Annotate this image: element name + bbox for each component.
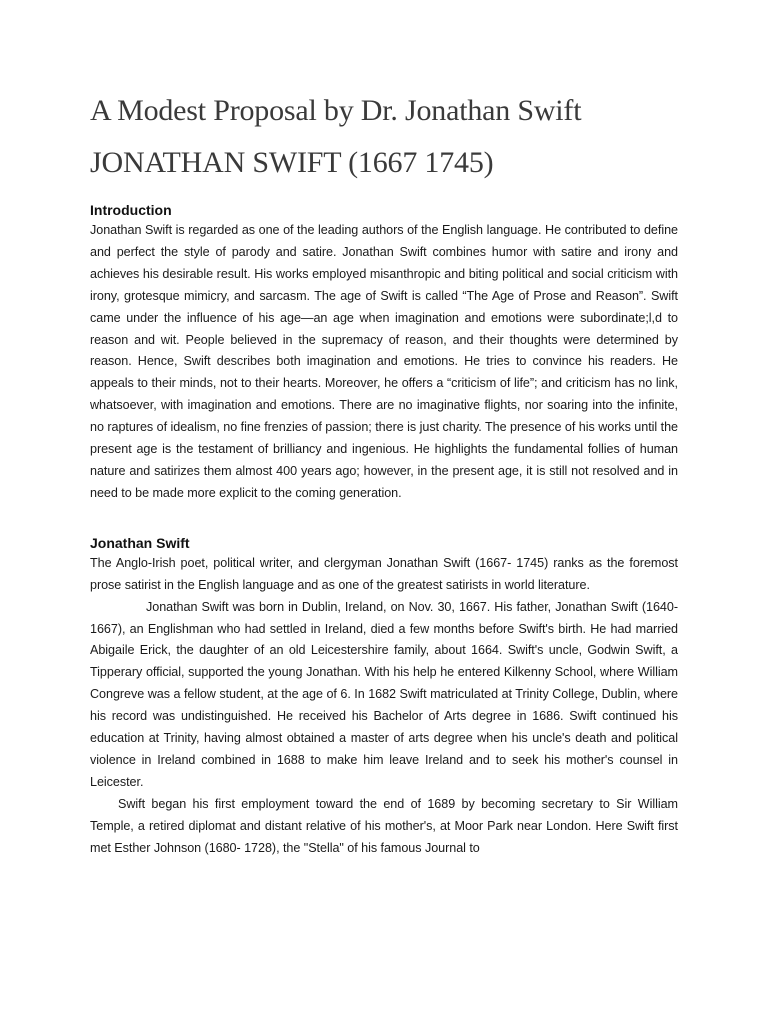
introduction-paragraph: Jonathan Swift is regarded as one of the leading authors of the English language. He contributed to define and perfect the style of parody and satire. Jonathan Swift combines humor with satire and irony and achieves his desirable result. His works employed misanthropic and biting political and social criticism with irony, grotesque mimicry, and sarcasm. The age of Swift is called “The Age of Prose and Reason”. Swift came under the influence of his age—an age when imagination and emotions were subordinate;l,d to reason and wit. People believed in the supremacy of reason, and their thoughts were determined by reason. Hence, Swift describes both imagination and emotions. He tries to convince his readers. He appeals to their minds, not to their hearts. Moreover, he offers a “criticism of life”; and criticism has no link, whatsoever, with imagination and emotions. There are no imaginative flights, nor soaring into the infinite, no raptures of idealism, no fine frenzies of passion; there is just charity. The presence of his works until the present age is the testament of brilliancy and ingenious. He highlights the fundamental follies of human nature and satirizes them almost 400 years ago; however, in the present age, it is still not resolved and in need to be made more explicit to the coming generation. <box>90 223 678 500</box>
swift-paragraph-3: Swift began his first employment toward the end of 1689 by becoming secretary to Sir William Temple, a retired diplomat and distant relative of his mother's, at Moor Park near London. Here Swift first met Esther Johnson (1680- 1728), the "Stella" of his famous Journal to <box>90 796 678 855</box>
document-page <box>90 90 678 859</box>
swift-paragraph-2: Jonathan Swift was born in Dublin, Ireland, on Nov. 30, 1667. His father, Jonathan Swift (1640-1667), an Englishman who had settled in Ireland, died a few months before Swift's birth. He had married Abigaile Erick, the daughter of an old Leicestershire family, about 1664. Swift's uncle, Godwin Swift, a Tipperary official, supported the young Jonathan. With his help he entered Kilkenny School, where William Congreve was a fellow student, at the age of 6. In 1682 Swift matriculated at Trinity College, Dublin, where his record was undistinguished. He received his Bachelor of Arts degree in 1686. Swift continued his education at Trinity, having almost obtained a master of arts degree when his uncle's death and political violence in Ireland combined in 1688 to make him leave Ireland and to seek his mother's counsel in Leicester. <box>90 599 678 789</box>
section-heading-jonathan-swift: Jonathan Swift <box>90 534 190 551</box>
document-subtitle: JONATHAN SWIFT (1667 1745) <box>90 146 494 179</box>
swift-paragraph-1: The Anglo-Irish poet, political writer, and clergyman Jonathan Swift (1667- 1745) ranks as the foremost prose satirist in the English language and as one of the greatest satirists in world literature. <box>90 555 678 592</box>
document-title: A Modest Proposal by Dr. Jonathan Swift <box>90 94 582 127</box>
section-heading-introduction: Introduction <box>90 202 172 218</box>
